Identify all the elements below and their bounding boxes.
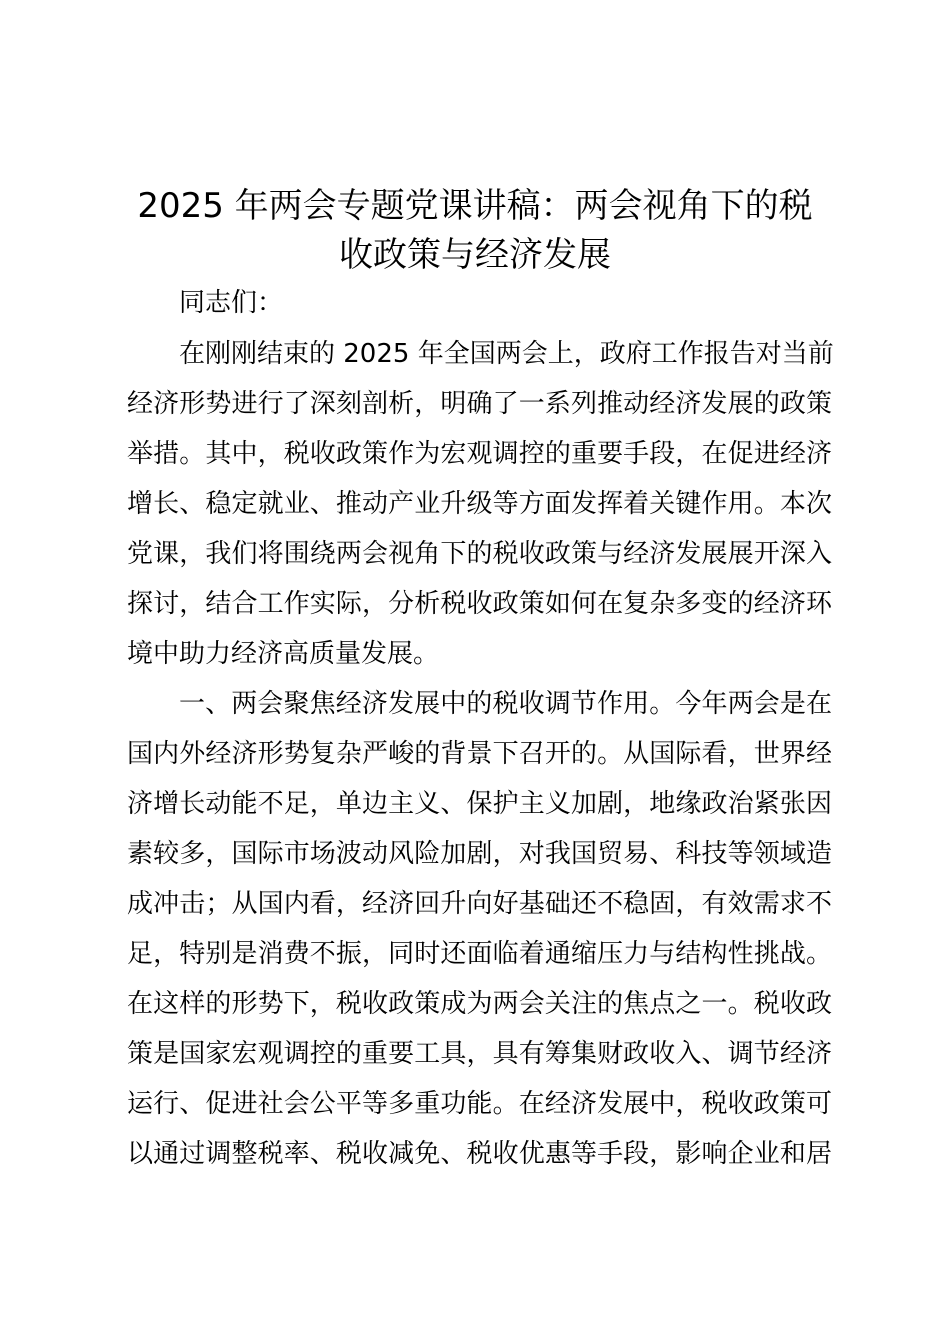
paragraph-1-line: 党课，我们将围绕两会视角下的税收政策与经济发展展开深入 (127, 539, 832, 569)
paragraph-1-line: 举措。其中，税收政策作为宏观调控的重要手段，在促进经济 (127, 439, 832, 469)
paragraph-2-line: 一、两会聚焦经济发展中的税收调节作用。今年两会是在 (179, 689, 832, 719)
paragraph-2-line: 足，特别是消费不振，同时还面临着通缩压力与结构性挑战。 (127, 939, 832, 969)
paragraph-1-line: 探讨，结合工作实际，分析税收政策如何在复杂多变的经济环 (127, 589, 832, 619)
document-title-line-1: 2025 年两会专题党课讲稿：两会视角下的税 (137, 186, 813, 226)
paragraph-1-line: 在刚刚结束的 2025 年全国两会上，政府工作报告对当前 (179, 339, 834, 369)
paragraph-2-line: 济增长动能不足，单边主义、保护主义加剧，地缘政治紧张因 (127, 789, 832, 819)
paragraph-2-line: 以通过调整税率、税收减免、税收优惠等手段，影响企业和居 (127, 1139, 832, 1169)
paragraph-1-line: 增长、稳定就业、推动产业升级等方面发挥着关键作用。本次 (127, 489, 832, 519)
document-title-line-2: 收政策与经济发展 (339, 235, 611, 275)
paragraph-2-line: 素较多，国际市场波动风险加剧，对我国贸易、科技等领域造 (127, 839, 832, 869)
paragraph-2-line: 成冲击；从国内看，经济回升向好基础还不稳固，有效需求不 (127, 889, 832, 919)
salutation: 同志们： (179, 288, 284, 318)
paragraph-1-line: 经济形势进行了深刻剖析，明确了一系列推动经济发展的政策 (127, 389, 832, 419)
paragraph-1-line: 境中助力经济高质量发展。 (127, 639, 440, 669)
paragraph-2-line: 运行、促进社会公平等多重功能。在经济发展中，税收政策可 (127, 1089, 832, 1119)
paragraph-2-line: 在这样的形势下，税收政策成为两会关注的焦点之一。税收政 (127, 989, 832, 1019)
paragraph-2-line: 策是国家宏观调控的重要工具，具有筹集财政收入、调节经济 (127, 1039, 832, 1069)
paragraph-2-line: 国内外经济形势复杂严峻的背景下召开的。从国际看，世界经 (127, 739, 832, 769)
